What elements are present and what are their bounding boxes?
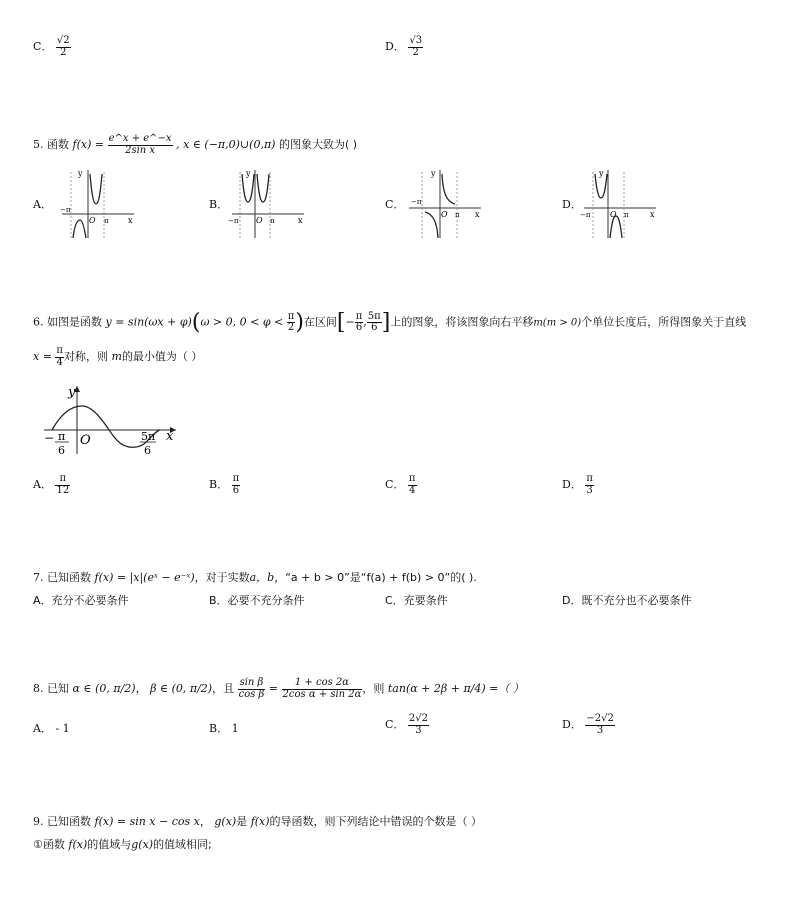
- svg-text:O: O: [256, 216, 263, 225]
- q5-option-a-label: A．: [33, 198, 52, 211]
- svg-text:−π: −π: [228, 217, 239, 225]
- q7-option-c: C．充要条件: [385, 594, 448, 607]
- q7-stem: 7. 已知函数 f(x) = |x|(eˣ − e⁻ˣ)，对于实数a，b，“a + b > 0”是“f(a) + f(b) > 0”的( ).: [33, 571, 477, 584]
- q9-stem: 9. 已知函数 f(x) = sin x − cos x， g(x)是 f(x)的导函数，则下列结论中错误的个数是（ ）: [33, 815, 483, 828]
- q8-option-c: C． $\frac{2√2}{3}$: [385, 713, 429, 736]
- q8-option-a: A． - 1: [33, 722, 70, 735]
- svg-text:π: π: [58, 430, 66, 443]
- svg-text:y: y: [431, 169, 436, 178]
- q5-stem: 5. 函数 f(x) = $\frac{e\^{}x + e\^{}-x}{\text{2sin x}}$ , x ∈ (−π,0)∪(0,π) 的图象大致为( ): [33, 133, 358, 156]
- svg-text:x: x: [475, 210, 480, 219]
- svg-text:−π: −π: [580, 211, 591, 219]
- q5-option-c-label: C．: [385, 198, 405, 211]
- svg-text:π: π: [104, 217, 109, 225]
- svg-text:−π: −π: [60, 206, 71, 214]
- svg-text:y: y: [68, 385, 76, 400]
- svg-text:−π: −π: [411, 198, 422, 206]
- q7-option-b: B．必要不充分条件: [209, 594, 305, 607]
- q7-option-a: A．充分不必要条件: [33, 594, 129, 607]
- svg-text:O: O: [80, 433, 91, 448]
- svg-text:y: y: [78, 169, 83, 178]
- q5-graph-b: [228, 168, 308, 240]
- svg-text:6: 6: [58, 444, 65, 457]
- q8-option-b: B． 1: [209, 722, 239, 735]
- q6-stem-line1: 6. 如图是函数 y = sin(ωx + φ)(ω > 0, 0 < φ < $\frac{\pi}{2}$ )在区间[− $\frac{\pi}{6}$ , $\frac{5\pi}{6}$ ]上的图象，将该图象向右平移m(m > 0)个单位长度后，所得图象关于直线: [33, 310, 747, 335]
- q9-item-1: ①函数 f(x)的值域与g(x)的值域相同;: [33, 838, 212, 851]
- q6-stem-line2: x = $\frac{\pi}{4}$ 对称，则 m的最小值为（ ）: [33, 345, 203, 368]
- svg-text:y: y: [246, 169, 251, 178]
- svg-text:O: O: [89, 216, 96, 225]
- svg-text:O: O: [441, 210, 448, 219]
- q5-option-d-label: D．: [562, 198, 582, 211]
- svg-text:x: x: [128, 216, 133, 225]
- q5-graph-d: [580, 168, 660, 240]
- q5-option-b-label: B．: [209, 198, 229, 211]
- svg-text:−: −: [44, 431, 55, 445]
- q7-option-d: D．既不充分也不必要条件: [562, 594, 692, 607]
- svg-text:O: O: [610, 210, 617, 219]
- svg-text:5π: 5π: [141, 430, 156, 443]
- q4-option-d: D． $\frac{√3}{2}$: [385, 35, 423, 58]
- q8-stem: 8. 已知 α ∈ (0, π/2)， β ∈ (0, π/2)，且 $\frac{\text{sin β}}{\text{cos β}}$ = $\frac{1 + \cos 2\alpha}{\text{2cos α + sin 2α}}$ ，则 tan(α + 2β + π/4) =（ ）: [33, 677, 524, 700]
- q8-option-d: D． $\frac{-2√2}{3}$: [562, 713, 614, 736]
- svg-text:6: 6: [144, 444, 151, 457]
- q4-option-c: C． $\frac{√2}{2}$: [33, 35, 70, 58]
- q6-option-b: B． $\frac{\pi}{6}$: [209, 473, 240, 496]
- svg-text:x: x: [166, 429, 174, 444]
- svg-text:π: π: [624, 211, 629, 219]
- q6-sine-graph: [40, 382, 180, 458]
- svg-text:π: π: [455, 211, 460, 219]
- svg-text:π: π: [270, 217, 275, 225]
- q6-option-c: C． $\frac{\pi}{4}$: [385, 473, 416, 496]
- q6-option-d: D． $\frac{\pi}{3}$: [562, 473, 593, 496]
- q6-option-a: A． $\frac{\pi}{12}$: [33, 473, 70, 496]
- q5-graph-c: [405, 168, 485, 240]
- svg-text:x: x: [298, 216, 303, 225]
- svg-text:x: x: [650, 210, 655, 219]
- svg-text:y: y: [599, 169, 604, 178]
- q5-graph-a: [58, 168, 138, 240]
